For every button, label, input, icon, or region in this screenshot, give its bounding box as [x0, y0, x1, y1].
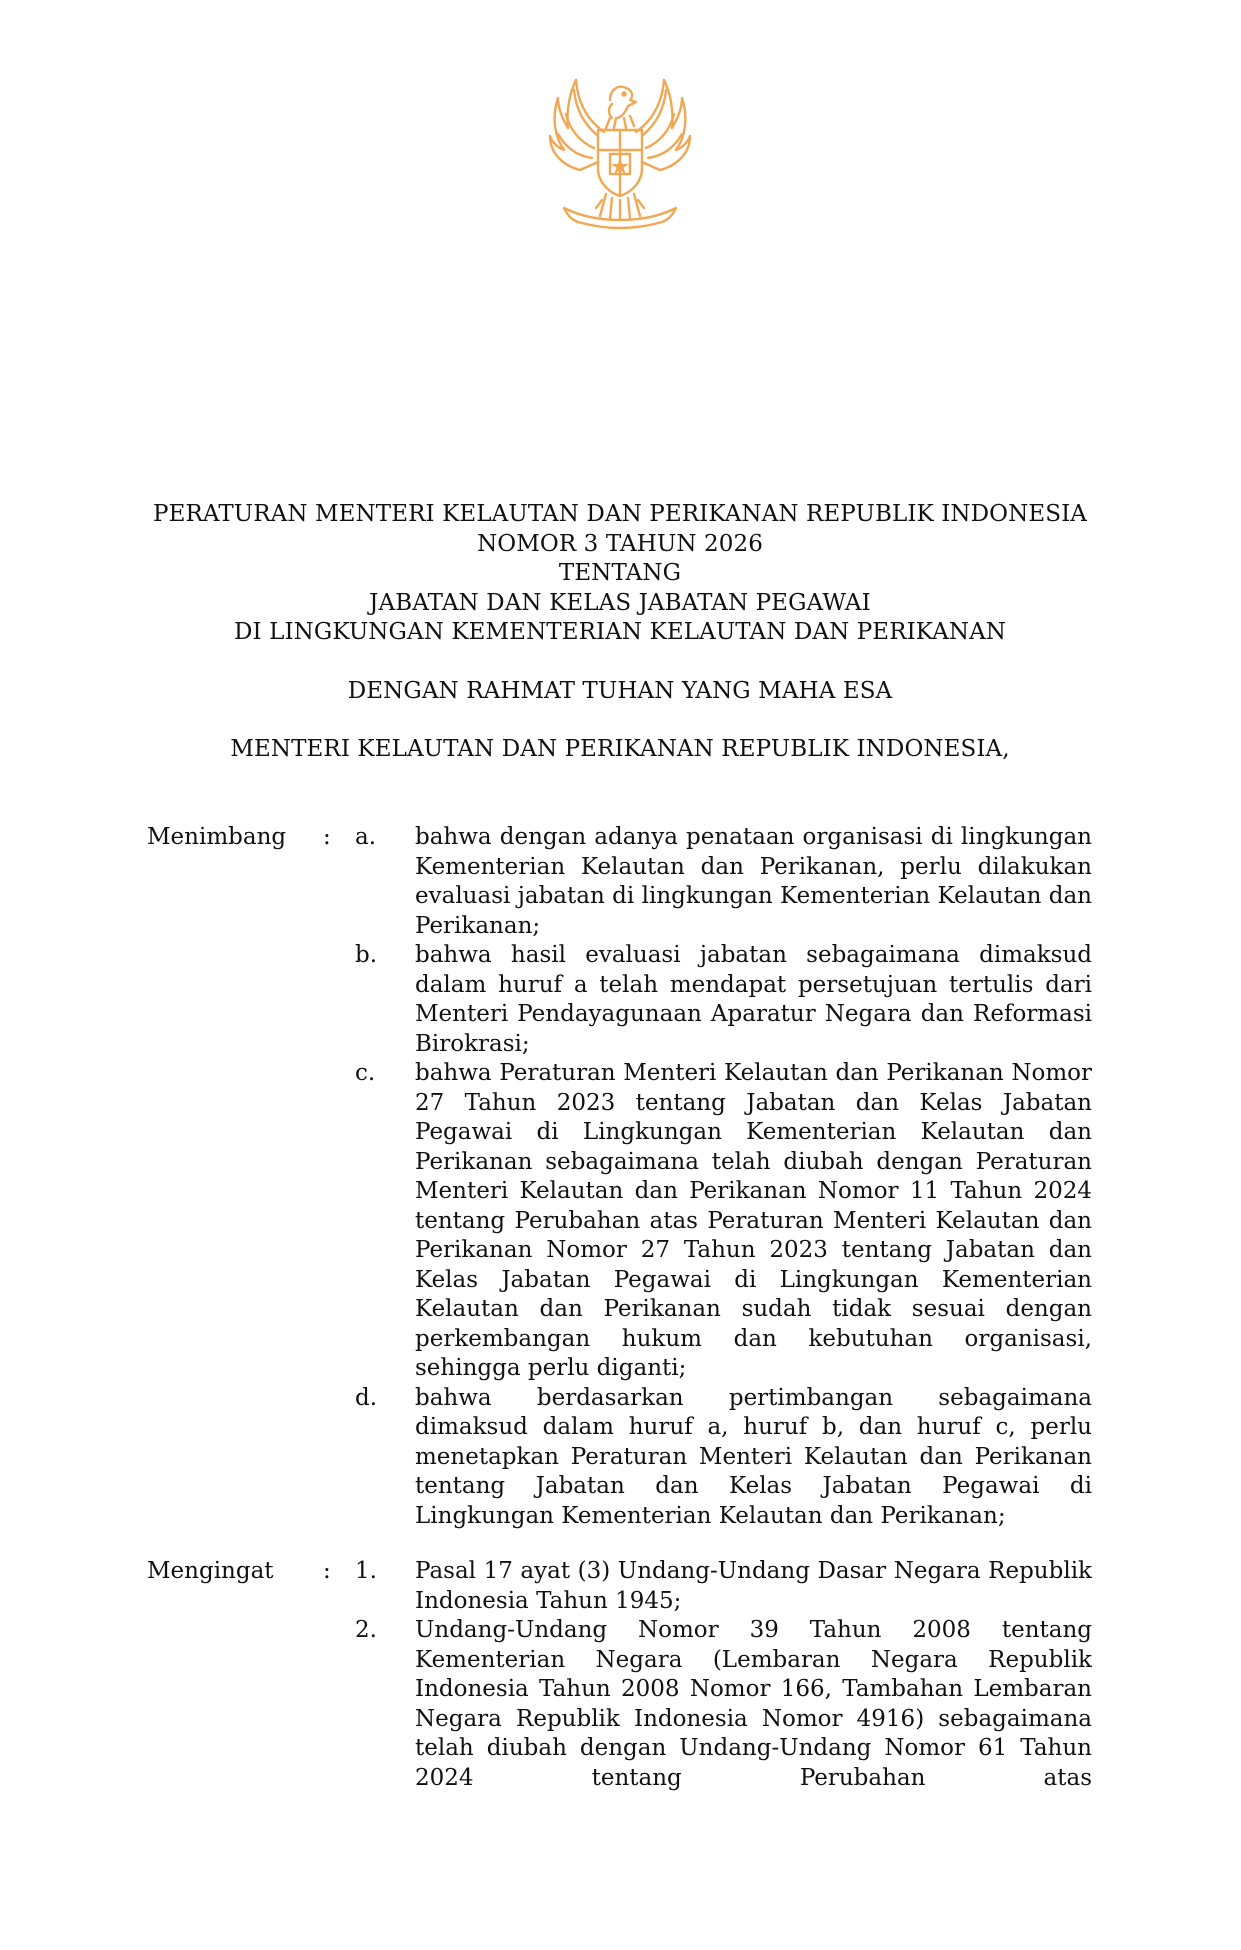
- menimbang-item-b: [147, 941, 1092, 1059]
- menimbang-item-c: [147, 1059, 1092, 1384]
- item-marker: d.: [355, 1384, 378, 1411]
- title-line-1: PERATURAN MENTERI KELAUTAN DAN PERIKANAN REPUBLIK INDONESIA: [153, 501, 1087, 527]
- item-marker: 2.: [355, 1617, 377, 1643]
- item-text: bahwa dengan adanya penataan organisasi di lingkungan Kementerian Kelautan dan Perikanan, perlu dilakukan evaluasi jabatan di lingkungan Kementerian Kelautan dan Perikanan;: [415, 824, 1092, 939]
- item-marker: c.: [355, 1060, 376, 1086]
- item-text: Pasal 17 ayat (3) Undang-Undang Dasar Negara Republik Indonesia Tahun 1945;: [415, 1558, 1092, 1614]
- mengingat-label: Mengingat: [147, 1558, 274, 1584]
- item-text: bahwa berdasarkan pertimbangan sebagaimana dimaksud dalam huruf a, huruf b, dan huruf c, perlu menetapkan Peraturan Menteri Kelautan dan Perikanan tentang Jabatan dan Kelas Jabatan Pegawai di Lingkungan Kementerian Kelautan dan Perikanan;: [415, 1384, 1092, 1529]
- title-line-5: DI LINGKUNGAN KEMENTERIAN KELAUTAN DAN PERIKANAN: [233, 619, 1007, 645]
- garuda-emblem-icon: [540, 70, 700, 235]
- title-line-2: NOMOR 3 TAHUN 2026: [477, 530, 763, 557]
- menimbang-item-d: [147, 1384, 1092, 1532]
- mengingat-colon: :: [323, 1558, 331, 1584]
- item-text: bahwa hasil evaluasi jabatan sebagaimana dimaksud dalam huruf a telah mendapat persetujuan tertulis dari Menteri Pendayagunaan Aparatur Negara dan Reformasi Birokrasi;: [415, 942, 1092, 1057]
- item-text: Undang-Undang Nomor 39 Tahun 2008 tentang Kementerian Negara (Lembaran Negara Republik Indonesia Tahun 2008 Nomor 166, Tambahan Lembaran Negara Republik Indonesia Nomor 4916) sebagaimana telah diubah dengan Undang-Undang Nomor 61 Tahun 2024 tentang Perubahan atas: [415, 1617, 1092, 1791]
- menimbang-colon: :: [323, 824, 331, 850]
- authority-line: MENTERI KELAUTAN DAN PERIKANAN REPUBLIK INDONESIA,: [230, 736, 1010, 762]
- mengingat-section: [147, 1557, 1092, 1793]
- menimbang-item-a: [147, 823, 1092, 941]
- item-marker: 1.: [355, 1558, 377, 1584]
- regulation-title-block: [140, 500, 1100, 765]
- item-marker: b.: [355, 942, 378, 968]
- title-line-4: JABATAN DAN KELAS JABATAN PEGAWAI: [369, 589, 871, 616]
- item-text: bahwa Peraturan Menteri Kelautan dan Perikanan Nomor 27 Tahun 2023 tentang Jabatan dan Kelas Jabatan Pegawai di Lingkungan Kementerian Kelautan dan Perikanan sebagaimana telah diubah dengan Peraturan Menteri Kelautan dan Perikanan Nomor 11 Tahun 2024 tentang Perubahan atas Peraturan Menteri Kelautan dan Perikanan Nomor 27 Tahun 2023 tentang Jabatan dan Kelas Jabatan Pegawai di Lingkungan Kementerian Kelautan dan Perikanan sudah tidak sesuai dengan perkembangan hukum dan kebutuhan organisasi, sehingga perlu diganti;: [415, 1060, 1092, 1381]
- mengingat-item-2: [147, 1616, 1092, 1793]
- item-marker: a.: [355, 824, 377, 850]
- blessing-line: DENGAN RAHMAT TUHAN YANG MAHA ESA: [347, 677, 893, 704]
- menimbang-label: Menimbang: [147, 824, 287, 850]
- mengingat-item-1: [147, 1557, 1092, 1616]
- menimbang-section: [147, 823, 1092, 1531]
- title-line-3: TENTANG: [558, 560, 682, 586]
